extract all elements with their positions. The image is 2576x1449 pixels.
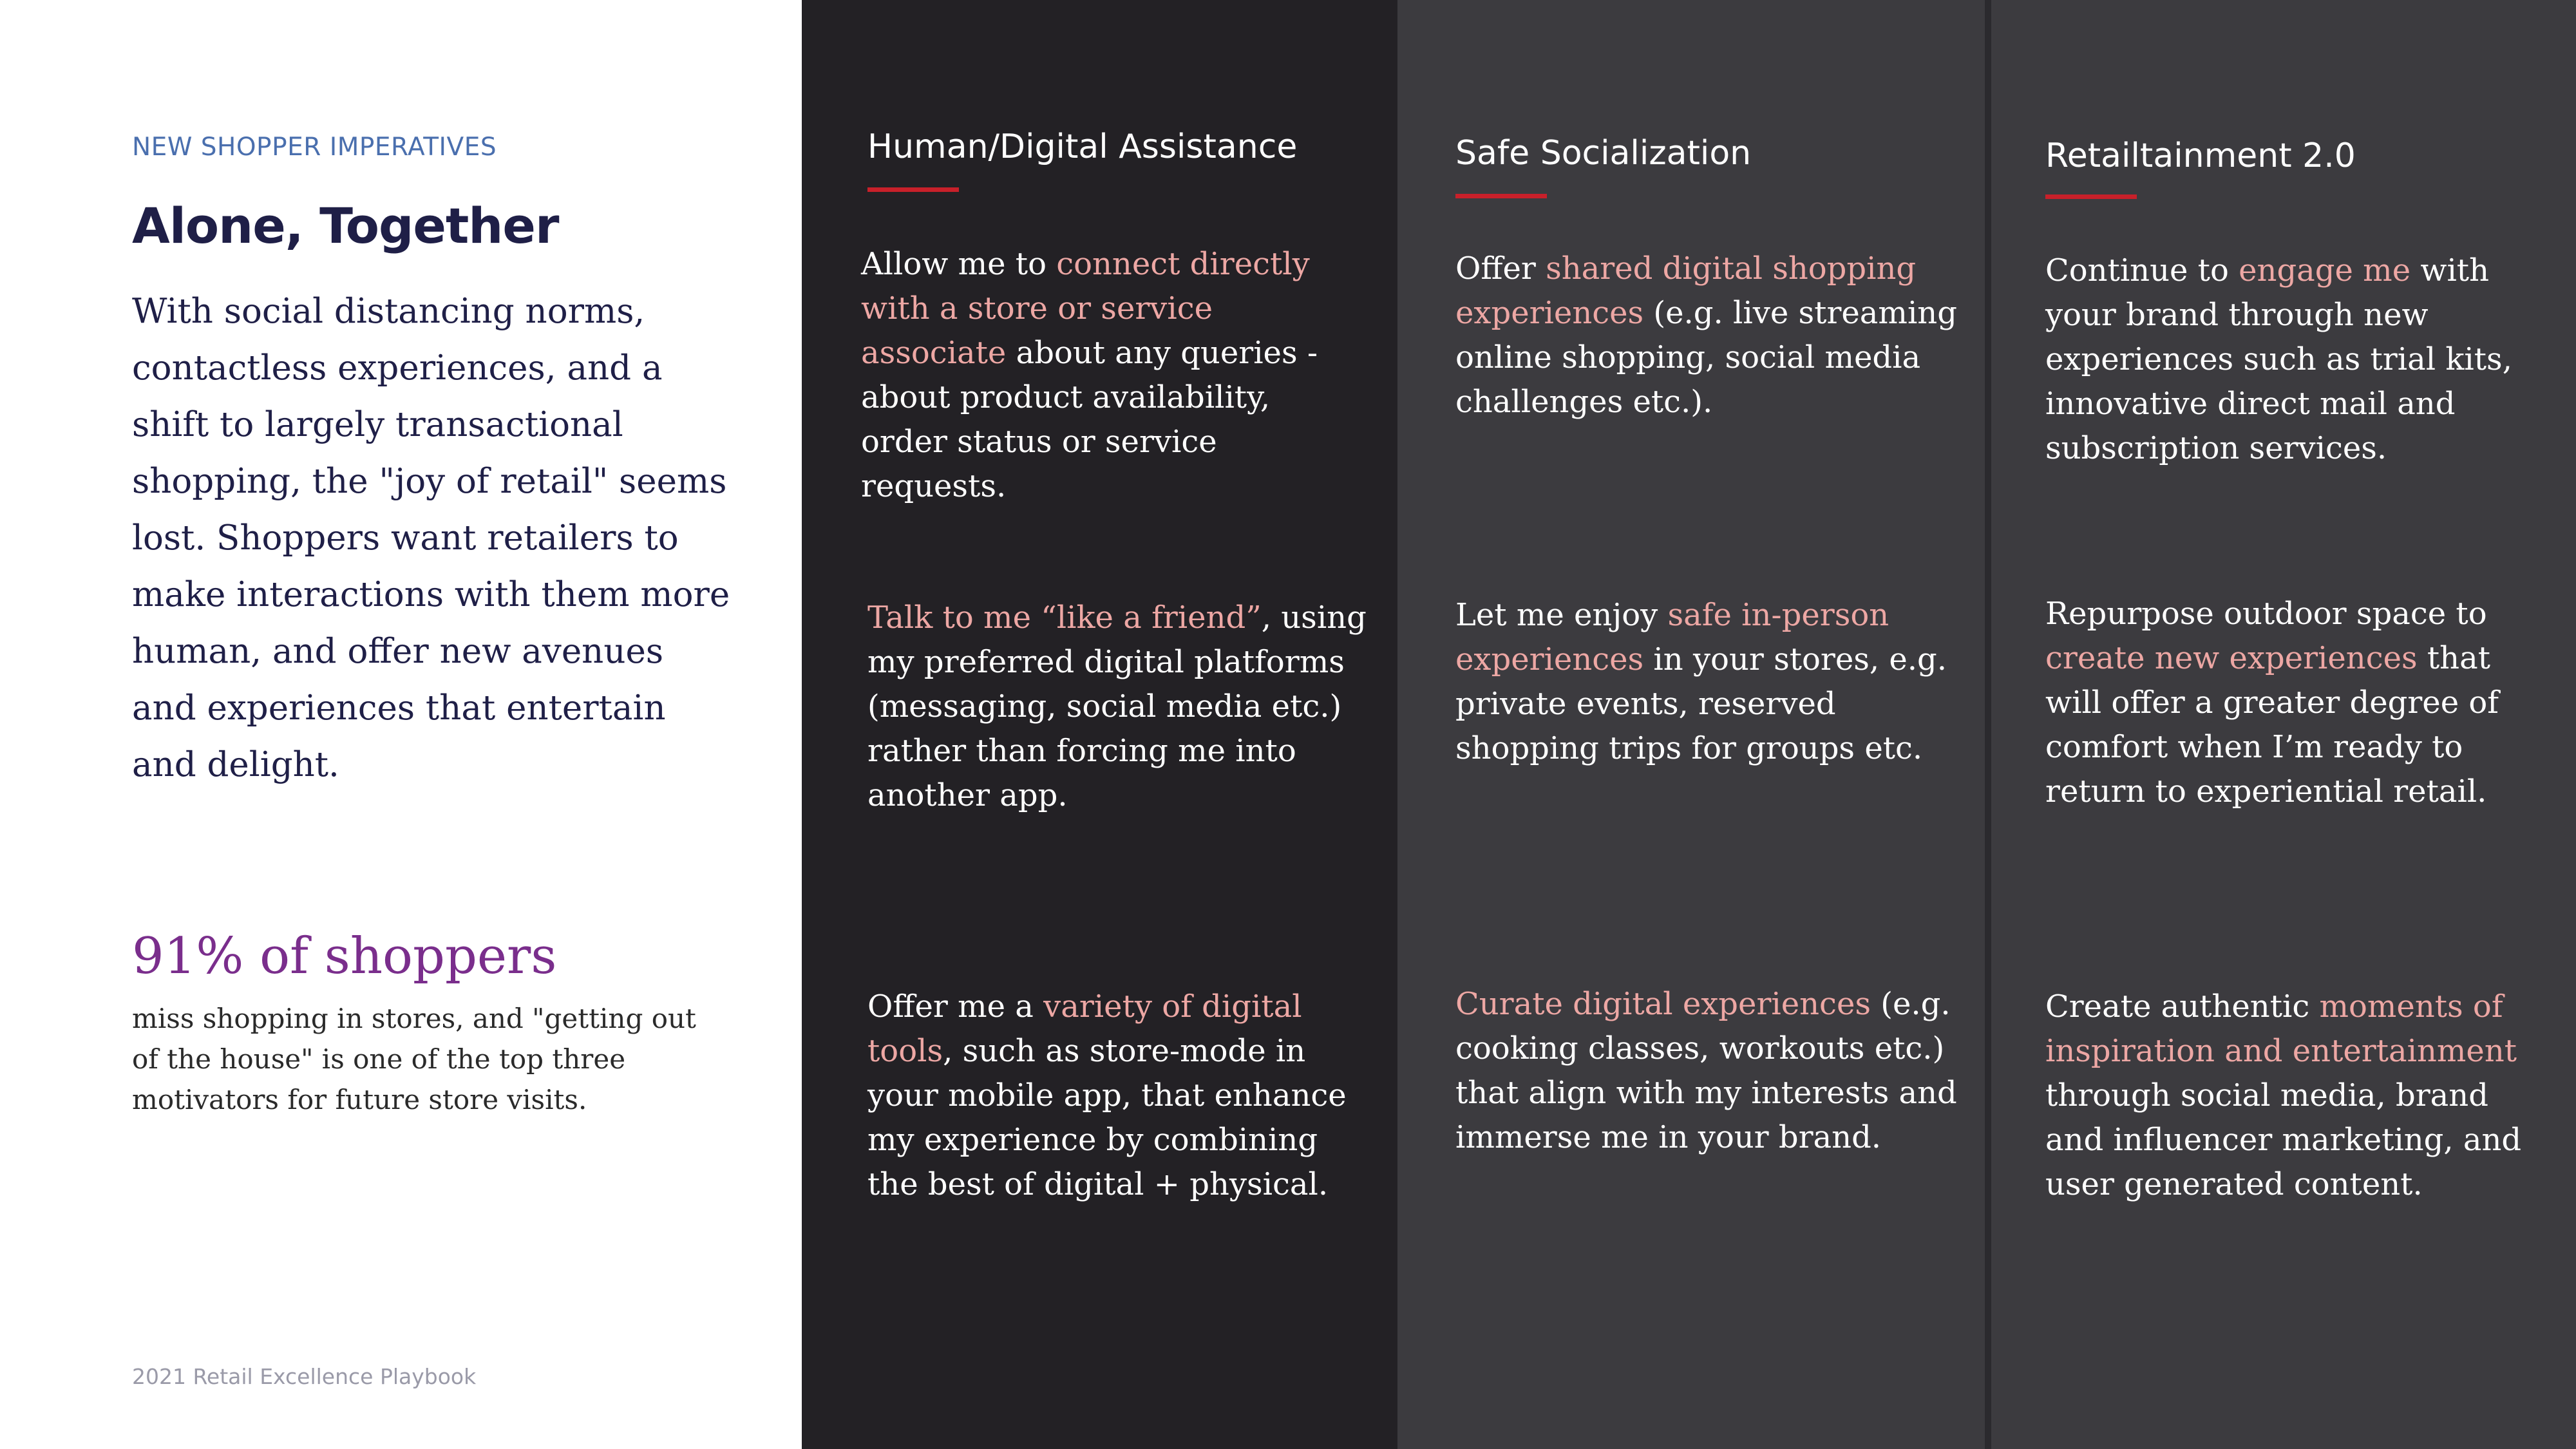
column-accent-rule [867, 187, 959, 192]
intro-paragraph: With social distancing norms, contactless experiences, and a shift to largely transactional shopping, the "joy of retail" seems lost. Shoppers want retailers to make interactions with them more human, and offer new avenues and experiences that entertain and delight. [132, 292, 730, 784]
page-title: Alone, Together [132, 197, 559, 254]
column-cell [861, 242, 1363, 509]
column-title: Safe Socialization [1455, 134, 1752, 173]
cell-highlight: create new experiences [2045, 640, 2418, 676]
column-cell [867, 596, 1370, 818]
cell-text: Continue to [2045, 252, 2239, 289]
cell-highlight: Talk to me “like a friend” [867, 600, 1262, 636]
column-divider [1985, 0, 1991, 1449]
stat-headline: 91% of shoppers [132, 927, 557, 985]
cell-text: , such as store-mode in your mobile app, that enhance my experience by combining the best of digital + physical. [867, 1033, 1347, 1202]
cell-text: , using my preferred digital platforms (messaging, social media etc.) rather than forcing me into another app. [867, 600, 1367, 813]
column-accent-rule [2045, 194, 2137, 199]
cell-text: with your brand through new experiences such as trial kits, innovative direct mail and subscription services. [2045, 252, 2512, 466]
cell-text: (e.g. live streaming online shopping, social media challenges etc.). [1455, 295, 1957, 420]
column-accent-rule [1455, 194, 1547, 198]
cell-highlight: variety of digital tools [867, 989, 1302, 1069]
cell-highlight: shared digital shopping experiences [1455, 251, 1917, 331]
section-eyebrow: NEW SHOPPER IMPERATIVES [132, 133, 497, 162]
stat-description: miss shopping in stores, and "getting out of the house" is one of the top three motivators for future store visits. [132, 1003, 696, 1115]
column-cell [867, 985, 1370, 1207]
cell-text: Let me enjoy [1455, 597, 1668, 633]
cell-text: Offer [1455, 251, 1546, 287]
cell-highlight: safe in-person experiences [1455, 597, 1889, 677]
column-cell [1455, 982, 1958, 1160]
cell-highlight: Curate digital experiences [1455, 986, 1871, 1022]
cell-highlight: engage me [2239, 252, 2411, 289]
column-title: Human/Digital Assistance [867, 128, 1298, 166]
cell-text: (e.g. cooking classes, workouts etc.) that align with my interests and immerse me in your brand. [1455, 986, 1957, 1155]
cell-text: Repurpose outdoor space to [2045, 596, 2487, 632]
column-safe-socialization [1397, 0, 1985, 1449]
cell-highlight: connect directly with a store or service associate [861, 246, 1310, 371]
column-cell [2045, 249, 2548, 471]
cell-text: about any queries - about product availability, order status or service requests. [861, 335, 1318, 504]
cell-text: in your stores, e.g. private events, reserved shopping trips for groups etc. [1455, 641, 1947, 766]
cell-text: that will offer a greater degree of comfort when I’m ready to return to experiential retail. [2045, 640, 2499, 810]
column-cell [2045, 592, 2548, 814]
column-human-digital-assistance [802, 0, 1397, 1449]
cell-text: Create authentic [2045, 989, 2320, 1025]
footer-text: 2021 Retail Excellence Playbook [132, 1364, 477, 1389]
column-cell [1455, 593, 1958, 771]
cell-text: through social media, brand and influencer marketing, and user generated content. [2045, 1077, 2522, 1202]
column-cell [2045, 985, 2548, 1207]
left-panel [0, 0, 802, 1449]
column-title: Retailtainment 2.0 [2045, 137, 2356, 175]
column-cell [1455, 247, 1958, 424]
cell-text: Allow me to [861, 246, 1057, 282]
column-retailtainment [1991, 0, 2576, 1449]
cell-text: Offer me a [867, 989, 1044, 1025]
cell-highlight: moments of inspiration and entertainment [2045, 989, 2517, 1069]
